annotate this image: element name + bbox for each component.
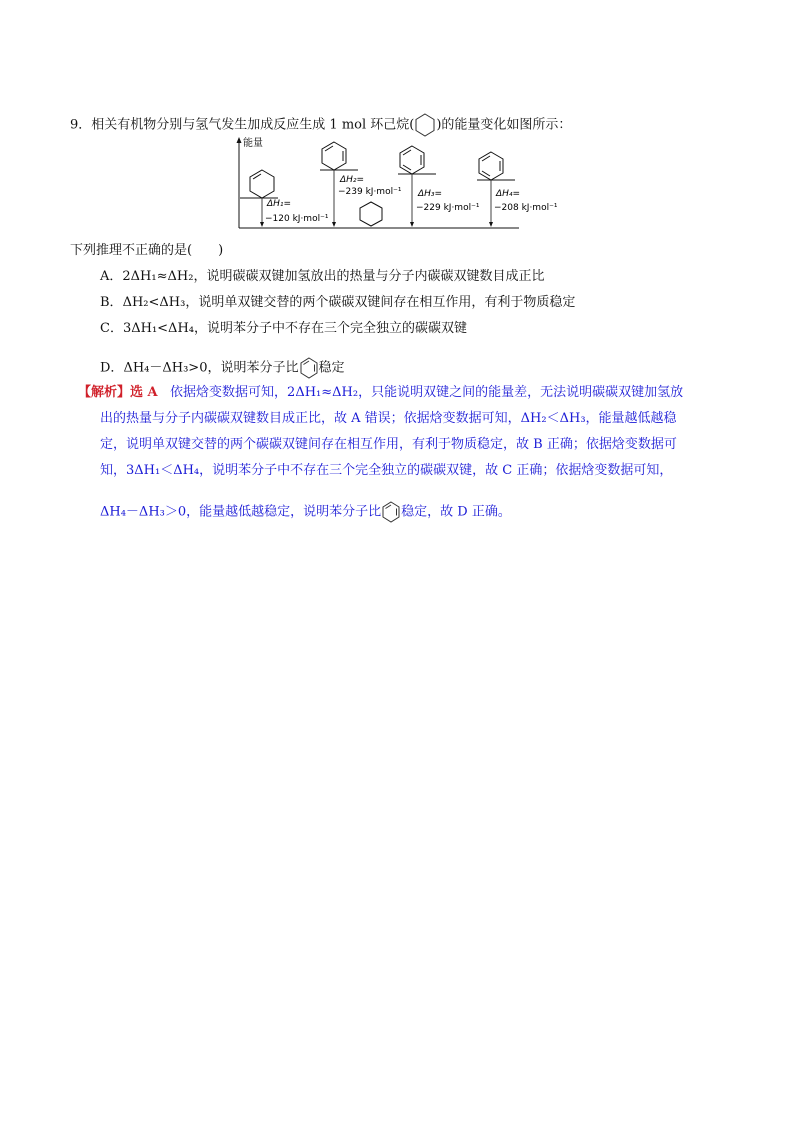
option-d-letter: D． — [100, 360, 124, 376]
question-number: 9． — [70, 117, 92, 133]
dh4-value: −208 kJ·mol⁻¹ — [494, 203, 558, 213]
dh1-label: ΔH₁= — [267, 199, 292, 209]
y-axis-label: 能量 — [243, 138, 263, 149]
cyclohexadiene-icon — [299, 356, 319, 380]
analysis-line-5 — [100, 500, 511, 524]
cyclohexene-molecule — [250, 170, 274, 198]
option-d — [100, 356, 345, 380]
dh2-value: −239 kJ·mol⁻¹ — [338, 187, 402, 197]
option-c-letter: C． — [100, 321, 123, 336]
option-a-letter: A． — [100, 269, 123, 284]
cyclohexadiene-molecule — [322, 142, 346, 170]
analysis-answer: 选 A — [130, 385, 158, 400]
option-d-text-after: 稳定 — [318, 360, 345, 376]
dh1-value: −120 kJ·mol⁻¹ — [265, 214, 329, 224]
analysis-line-3: 定，说明单双键交替的两个碳碳双键间存在相互作用，有利于物质稳定，故 B 正确；依据焓变数据可 — [100, 437, 677, 452]
option-b-letter: B． — [100, 295, 123, 310]
dh3-value: −229 kJ·mol⁻¹ — [416, 203, 480, 213]
option-c — [100, 320, 467, 338]
option-d-expr: ΔH₄－ΔH₃>0 — [123, 360, 208, 376]
option-a-text: ，说明碳碳双键加氢放出的热量与分子内碳碳双键数目成正比 — [193, 269, 545, 284]
y-axis-arrow — [237, 137, 242, 143]
dh4-label: ΔH₄= — [496, 189, 521, 199]
analysis-text-5-after: 稳定，故 D 正确。 — [401, 504, 511, 520]
dh2-label: ΔH₂= — [340, 175, 365, 185]
option-a-expr: 2ΔH₁≈ΔH₂ — [122, 269, 194, 284]
option-c-text: ，说明苯分子中不存在三个完全独立的碳碳双键 — [194, 321, 468, 336]
analysis-tag: 【解析】 — [78, 385, 131, 400]
option-b-text: ，说明单双键交替的两个碳碳双键间存在相互作用，有利于物质稳定 — [185, 295, 576, 310]
question-text-after: )的能量变化如图所示： — [436, 117, 572, 133]
benzene-molecule-kekule — [400, 146, 424, 174]
analysis-text-5-before: ΔH₄－ΔH₃＞0，能量越低越稳定，说明苯分子比 — [100, 504, 382, 520]
prompt-line: 下列推理不正确的是( ) — [70, 243, 224, 258]
cyclohexadiene-icon — [381, 500, 401, 524]
analysis-line-1 — [78, 384, 683, 402]
option-a — [100, 268, 544, 286]
dh3-label: ΔH₃= — [418, 189, 443, 199]
question-text-before: 相关有机物分别与氢气发生加成反应生成 1 mol 环己烷( — [91, 117, 415, 133]
energy-diagram — [234, 134, 558, 232]
benzene-molecule — [479, 152, 503, 180]
analysis-line-2: 出的热量与分子内碳碳双键数目成正比，故 A 错误；依据焓变数据可知，ΔH₂＜ΔH₃，能量越低越稳 — [100, 411, 677, 426]
option-d-text-before: ，说明苯分子比 — [207, 360, 299, 376]
analysis-line-4: 知，3ΔH₁＜ΔH₄，说明苯分子中不存在三个完全独立的碳碳双键，故 C 正确；依据焓变数据可知， — [100, 463, 673, 478]
cyclohexane-molecule — [360, 202, 382, 226]
option-b — [100, 294, 575, 312]
analysis-text-1: 依据焓变数据可知，2ΔH₁≈ΔH₂，只能说明双键之间的能量差，无法说明碳碳双键加氢放 — [170, 385, 684, 400]
option-b-expr: ΔH₂<ΔH₃ — [122, 295, 186, 310]
option-c-expr: 3ΔH₁<ΔH₄ — [122, 321, 194, 336]
